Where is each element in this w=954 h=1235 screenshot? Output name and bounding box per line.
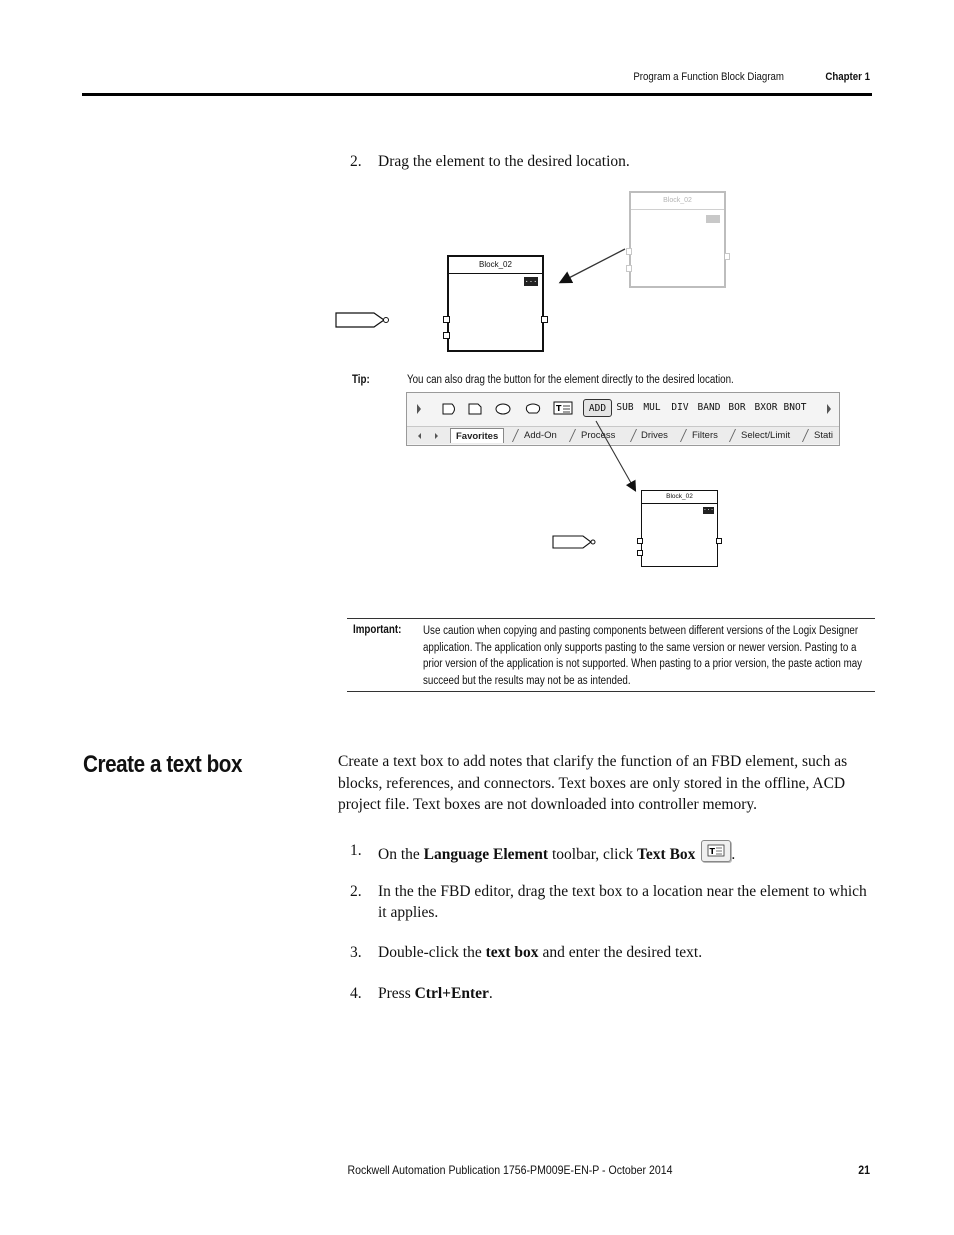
step-4-after: . (488, 985, 493, 1002)
tab-process[interactable]: Process (581, 430, 616, 441)
input-pin (443, 332, 450, 339)
page-number: 21 (858, 1163, 870, 1177)
text-box-term: Text Box (636, 846, 696, 863)
toolbar-button-band[interactable]: BAND (697, 402, 721, 413)
toolbar-button-bor[interactable]: BOR (728, 402, 746, 413)
input-pin (443, 316, 450, 323)
step-1-middle: toolbar, click (548, 846, 637, 863)
function-block (641, 490, 718, 567)
section-heading: Create a text box (83, 751, 243, 778)
output-pin (716, 538, 722, 544)
output-pin (541, 316, 548, 323)
svg-text:T: T (556, 404, 562, 413)
step-4-number: 4. (350, 985, 362, 1002)
toolbar-button-bxor[interactable]: BXOR (754, 402, 778, 413)
tab-add-on[interactable]: Add-On (524, 430, 557, 441)
drag-step-text: Drag the element to the desired location. (378, 153, 630, 170)
ellipsis-icon: ... (703, 505, 714, 512)
step-3-after: and enter the desired text. (538, 944, 703, 961)
step-4-before: Press (378, 985, 415, 1002)
step-1-text (378, 840, 868, 865)
running-header-title: Program a Function Block Diagram (633, 71, 784, 83)
step-3-number: 3. (350, 944, 362, 961)
ghost-block-name: Block_02 (631, 193, 724, 210)
tab-select-limit[interactable]: Select/Limit (741, 430, 791, 441)
language-element-term: Language Element (423, 846, 549, 863)
text-box-button-icon (701, 840, 731, 862)
toolbar-shape-icons (407, 399, 557, 419)
tab-separator (512, 429, 519, 442)
footer-publication: Rockwell Automation Publication 1756-PM009E-EN-P - October 2014 (347, 1163, 673, 1177)
input-pin (637, 550, 643, 556)
input-pin (637, 538, 643, 544)
button-drag-diagram (540, 400, 740, 575)
important-label: Important: (353, 624, 402, 636)
toolbar-button-mul[interactable]: MUL (643, 402, 661, 413)
tab-favorites[interactable]: Favorites (450, 428, 504, 443)
step-2-number: 2. (350, 883, 362, 900)
toolbar-button-sub[interactable]: SUB (616, 402, 634, 413)
section-intro: Create a text box to add notes that clarify the function of an FBD element, such as blocks, references, and connectors. Text boxes are only stored in the offline, ACD project file. Text boxes are not downloaded into controller memory. (338, 753, 848, 813)
running-header-chapter: Chapter 1 (825, 71, 870, 83)
scroll-right-icon[interactable] (823, 399, 837, 419)
block-name: Block_02 (642, 491, 717, 504)
step-4-text (378, 983, 868, 1004)
ellipsis-icon: ... (524, 276, 538, 284)
important-bottom-rule (347, 691, 875, 692)
important-top-rule (347, 618, 875, 619)
text-box-term: text box (485, 944, 539, 961)
header-rule (82, 93, 872, 96)
tab-statistics[interactable]: Stati (814, 430, 834, 441)
toolbar-button-add[interactable]: ADD (583, 399, 612, 417)
ctrl-enter-term: Ctrl+Enter (414, 985, 489, 1002)
step-3-text (378, 942, 868, 963)
svg-text:T: T (709, 847, 716, 856)
tab-filters[interactable]: Filters (692, 430, 718, 441)
important-text: Use caution when copying and pasting components between different versions of the Logix Designer application. The application only supports pasting to the same version or newer version. Pasting to a prior version of the application is not supported. When pasting to a prior version, the paste action may succeed but the results may not be as intended. (423, 625, 863, 687)
block-name: Block_02 (449, 257, 542, 274)
step-3-before: Double-click the (378, 944, 486, 961)
step-1-after: . (731, 846, 736, 863)
function-block (447, 255, 544, 352)
step-1-number: 1. (350, 842, 362, 859)
tab-scroll-icons[interactable] (413, 430, 443, 442)
tip-label: Tip: (352, 374, 370, 386)
toolbar-button-div[interactable]: DIV (671, 402, 689, 413)
tip-text: You can also drag the button for the element directly to the desired location. (407, 374, 734, 386)
step-2-text: In the the FBD editor, drag the text box to a location near the element to which it applies. (378, 883, 867, 921)
toolbar-button-bnot[interactable]: BNOT (783, 402, 807, 413)
drag-diagram (330, 185, 750, 360)
step-1-before: On the (378, 846, 424, 863)
tab-separator (802, 429, 809, 442)
tab-drives[interactable]: Drives (641, 430, 668, 441)
drag-step-number: 2. (350, 153, 362, 170)
